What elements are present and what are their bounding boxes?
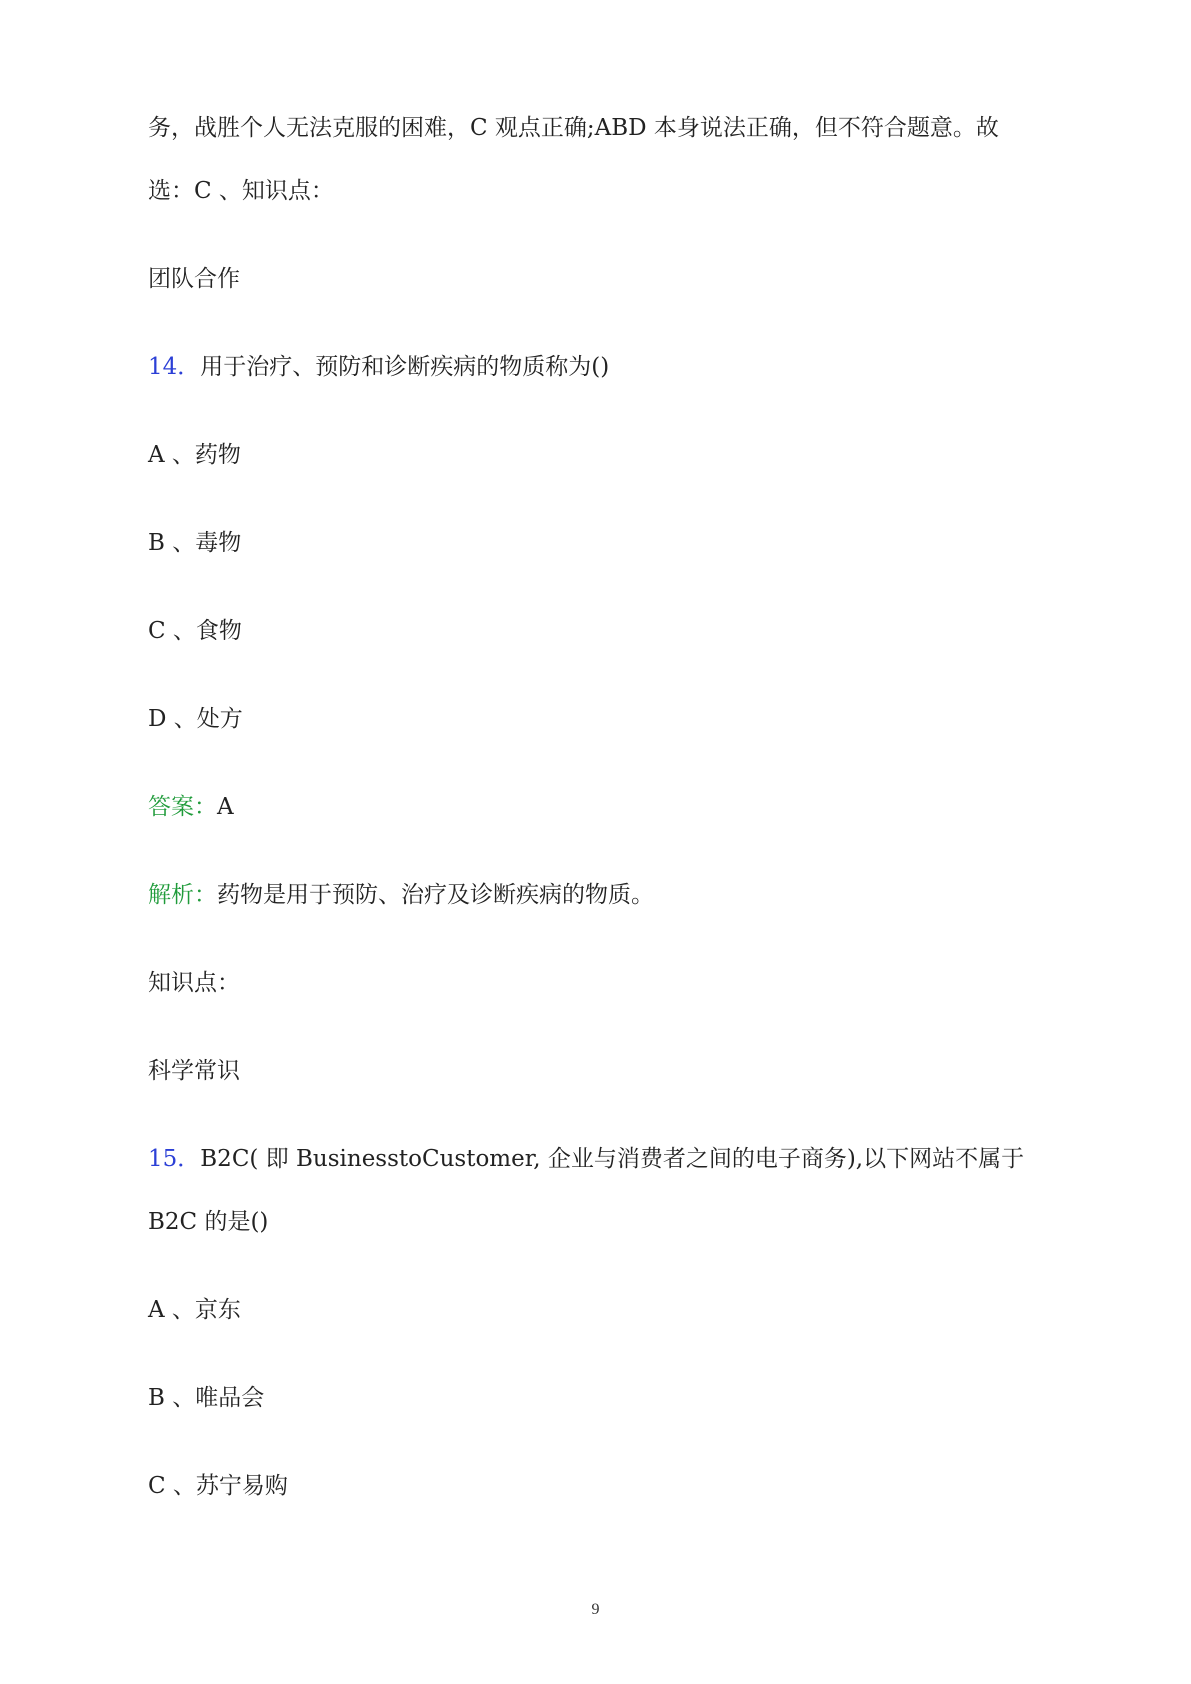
q14-knowledge-label: 知识点： [148,970,240,996]
prev-explanation-line-1: 务，战胜个人无法克服的困难，C 观点正确;ABD 本身说法正确，但不符合题意。故 [148,115,999,141]
q15-option-b: B 、唯品会 [148,1385,265,1411]
analysis-label: 解析： [148,882,217,908]
q14-answer [148,792,234,822]
q14-option-a: A 、药物 [148,442,241,468]
question-14 [148,352,609,382]
analysis-text: 药物是用于预防、治疗及诊断疾病的物质。 [217,882,654,908]
q14-option-d: D 、处方 [148,706,243,732]
question-15 [148,1144,1024,1174]
prev-explanation-line-2: 选：C 、知识点： [148,178,334,204]
q14-knowledge-topic: 科学常识 [148,1058,240,1084]
q14-analysis [148,880,654,910]
q14-option-b: B 、毒物 [148,530,242,556]
question-text: B2C( 即 BusinesstoCustomer, 企业与消费者之间的电子商务),以下网站不属于 [200,1146,1025,1172]
answer-label: 答案： [148,794,217,820]
question-number: 14． [148,354,201,380]
question-text: 用于治疗、预防和诊断疾病的物质称为() [200,354,610,380]
q15-option-a: A 、京东 [148,1297,241,1323]
page-number: 9 [591,1601,600,1618]
prev-knowledge-topic: 团队合作 [148,266,240,292]
question-15-line-2: B2C 的是() [148,1209,269,1235]
q14-option-c: C 、食物 [148,618,242,644]
answer-value: A [217,794,234,820]
question-number: 15． [148,1146,201,1172]
q15-option-c: C 、苏宁易购 [148,1473,288,1499]
